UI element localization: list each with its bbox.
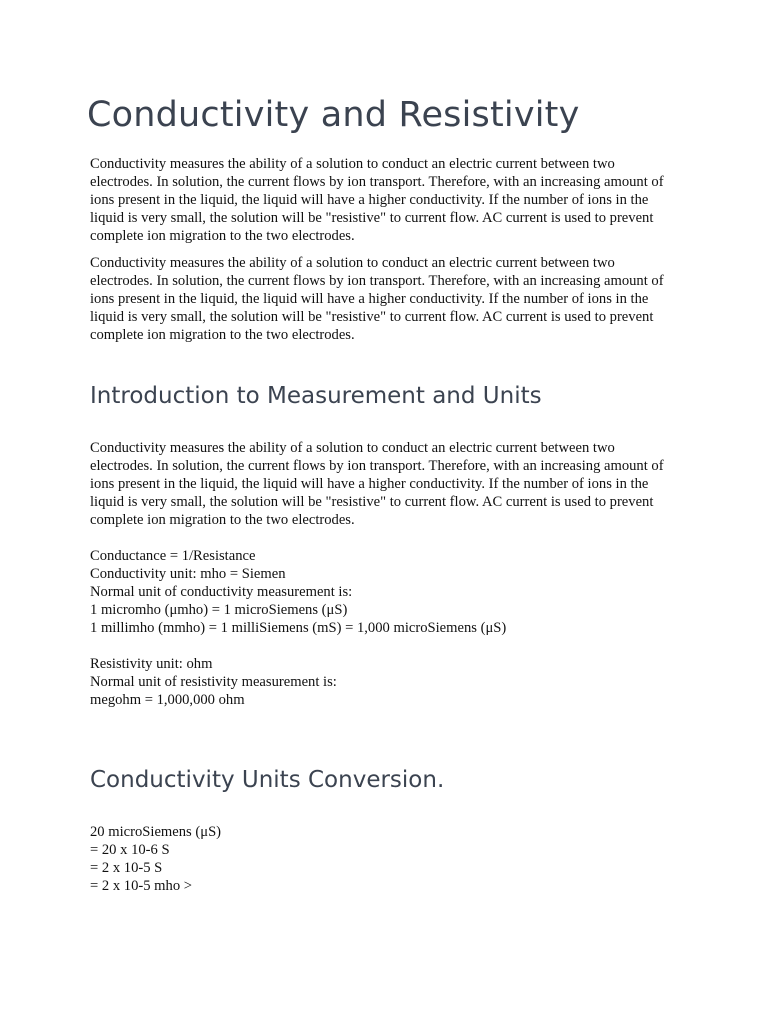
conductance-line: Conductivity unit: mho = Siemen <box>90 566 286 582</box>
conversion-block <box>90 823 680 895</box>
conductance-line: 1 millimho (mmho) = 1 milliSiemens (mS) = 1,000 microSiemens (μS) <box>90 620 507 636</box>
resistivity-line: Resistivity unit: ohm <box>90 656 213 672</box>
section-heading-measurement: Introduction to Measurement and Units <box>90 383 542 409</box>
section-heading-conversion: Conductivity Units Conversion. <box>90 767 445 793</box>
intro-paragraph-2: Conductivity measures the ability of a solution to conduct an electric current between two electrodes. In solution, the current flows by ion transport. Therefore, with an increasing amount of ions present in the liquid, the liquid will have a higher conductivity. If the number of ions in the liquid is very small, the solution will be "resistive" to current flow. AC current is used to prevent complete ion migration to the two electrodes. <box>90 255 664 343</box>
resistivity-line: megohm = 1,000,000 ohm <box>90 692 245 708</box>
document-content <box>87 92 680 895</box>
conversion-line: = 2 x 10-5 S <box>90 860 163 876</box>
conductance-line: Normal unit of conductivity measurement is: <box>90 584 353 600</box>
conversion-line: 20 microSiemens (μS) <box>90 824 222 840</box>
resistivity-units-block <box>90 655 680 709</box>
conductance-line: 1 micromho (μmho) = 1 microSiemens (μS) <box>90 602 348 618</box>
conductance-units-block <box>90 547 680 637</box>
resistivity-line: Normal unit of resistivity measurement is: <box>90 674 337 690</box>
measurement-paragraph: Conductivity measures the ability of a solution to conduct an electric current between two electrodes. In solution, the current flows by ion transport. Therefore, with an increasing amount of ions present in the liquid, the liquid will have a higher conductivity. If the number of ions in the liquid is very small, the solution will be "resistive" to current flow. AC current is used to prevent complete ion migration to the two electrodes. <box>90 440 664 528</box>
page-title: Conductivity and Resistivity <box>87 95 580 135</box>
conversion-line: = 20 x 10-6 S <box>90 842 170 858</box>
conversion-line: = 2 x 10-5 mho > <box>90 878 192 894</box>
conductance-line: Conductance = 1/Resistance <box>90 548 256 564</box>
intro-paragraph-1: Conductivity measures the ability of a solution to conduct an electric current between two electrodes. In solution, the current flows by ion transport. Therefore, with an increasing amount of ions present in the liquid, the liquid will have a higher conductivity. If the number of ions in the liquid is very small, the solution will be "resistive" to current flow. AC current is used to prevent complete ion migration to the two electrodes. <box>90 156 664 244</box>
